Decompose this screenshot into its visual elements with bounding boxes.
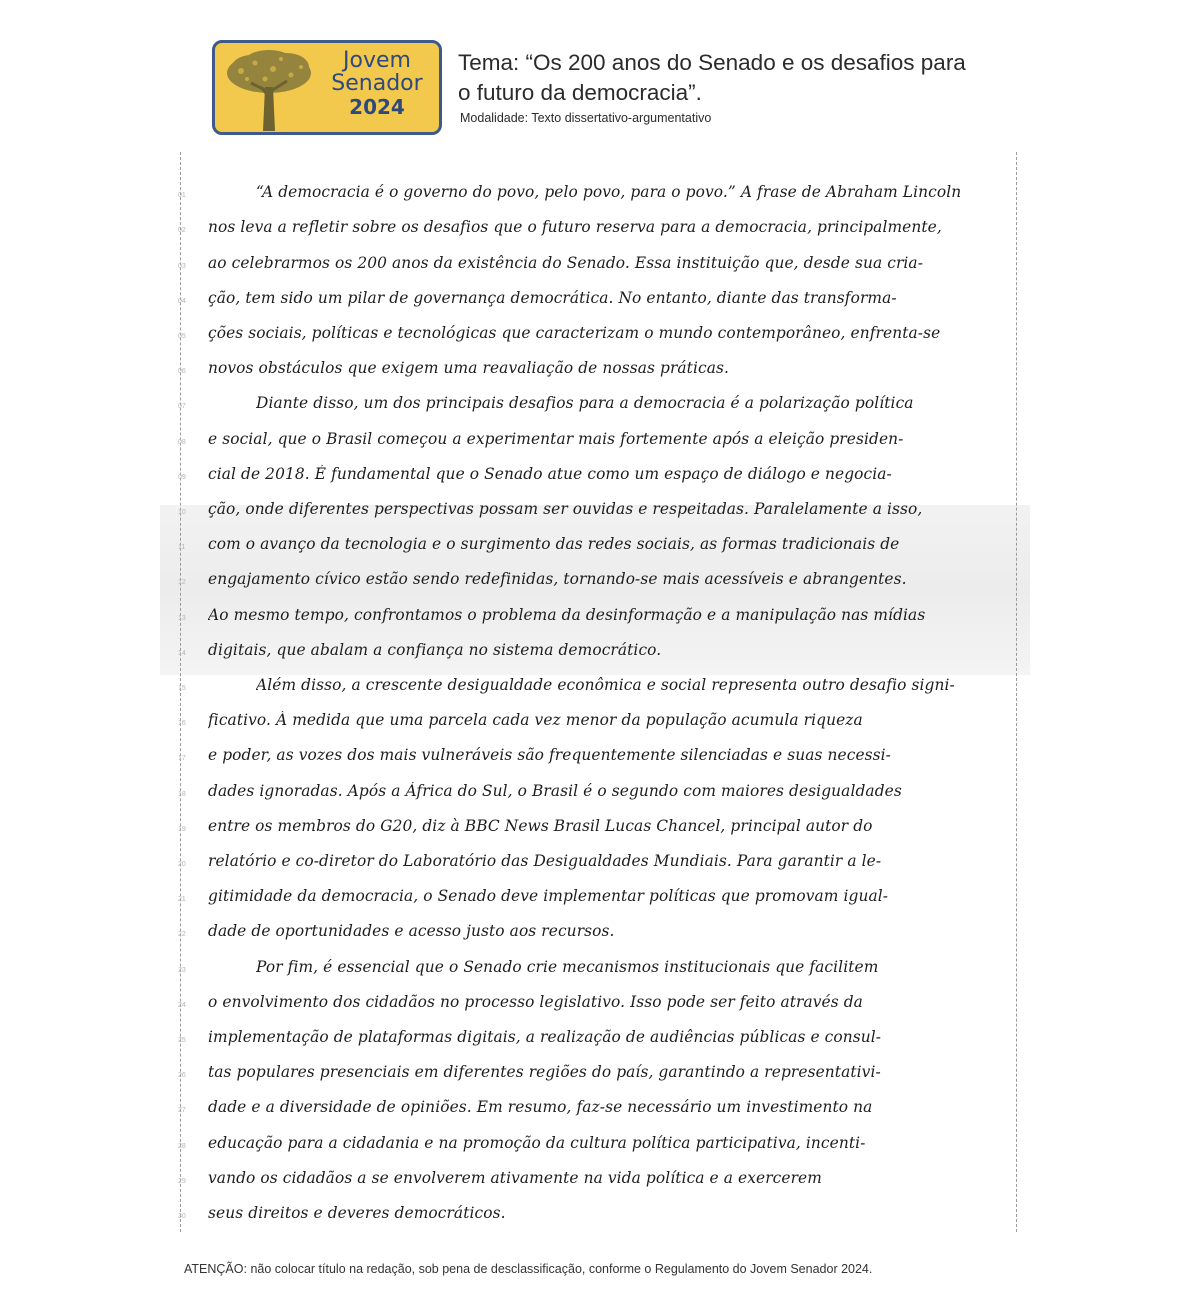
line-number: 17 <box>178 755 186 763</box>
essay-line <box>178 311 1023 346</box>
jovem-senador-logo <box>212 40 442 135</box>
line-number: 15 <box>178 684 186 692</box>
line-text: e poder, as vozes dos mais vulneráveis são frequentemente silenciadas e suas necessi- <box>208 746 891 765</box>
line-number: 11 <box>178 544 186 552</box>
essay-line <box>178 1120 1023 1155</box>
essay-line <box>178 276 1023 311</box>
essay-line <box>178 909 1023 944</box>
line-text: dade de oportunidades e acesso justo aos recursos. <box>208 922 615 941</box>
line-text: Por fim, é essencial que o Senado crie mecanismos institucionais que facilitem <box>256 957 879 976</box>
line-text: ções sociais, políticas e tecnológicas que caracterizam o mundo contemporâneo, enfrenta-se <box>208 323 941 342</box>
essay-line <box>178 980 1023 1015</box>
line-text: ção, onde diferentes perspectivas possam ser ouvidas e respeitadas. Paralelamente a isso, <box>208 499 923 518</box>
essay-line <box>178 698 1023 733</box>
line-number: 01 <box>178 192 186 200</box>
line-number: 06 <box>178 368 186 376</box>
essay-line <box>178 663 1023 698</box>
line-text: e social, que o Brasil começou a experimentar mais fortemente após a eleição presiden- <box>208 429 904 448</box>
essay-line <box>178 381 1023 416</box>
line-number: 28 <box>178 1142 186 1150</box>
essay-line <box>178 628 1023 663</box>
line-number: 18 <box>178 790 186 798</box>
essay-line <box>178 874 1023 909</box>
line-number: 25 <box>178 1036 186 1044</box>
line-number: 16 <box>178 720 186 728</box>
line-text: entre os membros do G20, diz à BBC News Brasil Lucas Chancel, principal autor do <box>208 816 873 835</box>
essay-line <box>178 452 1023 487</box>
essay-line <box>178 1050 1023 1085</box>
essay-line <box>178 1191 1023 1226</box>
line-text: nos leva a refletir sobre os desafios que o futuro reserva para a democracia, principalmente, <box>208 218 942 237</box>
logo-year: 2024 <box>349 95 405 120</box>
line-number: 20 <box>178 860 186 868</box>
line-number: 29 <box>178 1177 186 1185</box>
line-number: 10 <box>178 508 186 516</box>
logo-line-2: Senador <box>331 71 423 97</box>
line-text: engajamento cívico estão sendo redefinidas, tornando-se mais acessíveis e abrangentes. <box>208 570 907 589</box>
line-text: ao celebrarmos os 200 anos da existência do Senado. Essa instituição que, desde sua cria- <box>208 253 924 272</box>
essay-line <box>178 346 1023 381</box>
line-number: 23 <box>178 966 186 974</box>
line-text: implementação de plataformas digitais, a realização de audiências públicas e consul- <box>208 1027 882 1046</box>
essay-line <box>178 733 1023 768</box>
line-text: novos obstáculos que exigem uma reavaliação de nossas práticas. <box>208 359 729 378</box>
modality-label: Modalidade: Texto dissertativo-argumentativo <box>460 111 712 125</box>
essay-line <box>178 1015 1023 1050</box>
essay-line <box>178 839 1023 874</box>
line-number: 13 <box>178 614 186 622</box>
essay-line <box>178 944 1023 979</box>
line-text: o envolvimento dos cidadãos no processo legislativo. Isso pode ser feito através da <box>208 992 863 1011</box>
essay-line <box>178 205 1023 240</box>
line-text: Diante disso, um dos principais desafios para a democracia é a polarização política <box>256 394 914 413</box>
essay-line <box>178 768 1023 803</box>
line-text: vando os cidadãos a se envolverem ativamente na vida política e a exercerem <box>208 1168 822 1187</box>
essay-line <box>178 416 1023 451</box>
line-number: 09 <box>178 473 186 481</box>
line-text: gitimidade da democracia, o Senado deve implementar políticas que promovam igual- <box>208 887 889 906</box>
line-text: seus direitos e deveres democráticos. <box>208 1203 506 1222</box>
line-text: dade e a diversidade de opiniões. Em resumo, faz-se necessário um investimento na <box>208 1098 873 1117</box>
line-text: dades ignoradas. Após a África do Sul, o Brasil é o segundo com maiores desigualdades <box>208 781 902 800</box>
line-text: tas populares presenciais em diferentes regiões do país, garantindo a representativi- <box>208 1063 881 1082</box>
line-text: Além disso, a crescente desigualdade econômica e social representa outro desafio signi- <box>256 675 955 694</box>
line-text: Ao mesmo tempo, confrontamos o problema da desinformação e a manipulação nas mídias <box>208 605 926 624</box>
line-text: ção, tem sido um pilar de governança democrática. No entanto, diante das transforma- <box>208 288 897 307</box>
essay-line <box>178 804 1023 839</box>
line-text: com o avanço da tecnologia e o surgimento das redes sociais, as formas tradicionais de <box>208 535 900 554</box>
line-number: 03 <box>178 262 186 270</box>
essay-line <box>178 170 1023 205</box>
line-number: 05 <box>178 332 186 340</box>
essay-sheet <box>178 152 1023 1232</box>
essay-line <box>178 1085 1023 1120</box>
line-text: ficativo. À medida que uma parcela cada vez menor da população acumula riqueza <box>208 711 863 730</box>
essay-line <box>178 522 1023 557</box>
line-number: 26 <box>178 1072 186 1080</box>
essay-line <box>178 557 1023 592</box>
line-text: “A democracia é o governo do povo, pelo povo, para o povo.” A frase de Abraham Lincoln <box>256 183 962 202</box>
line-number: 12 <box>178 579 186 587</box>
line-text: educação para a cidadania e na promoção da cultura política participativa, incenti- <box>208 1133 866 1152</box>
line-text: digitais, que abalam a confiança no sistema democrático. <box>208 640 662 659</box>
theme-title: Tema: “Os 200 anos do Senado e os desafios para o futuro da democracia”. <box>458 50 966 105</box>
line-number: 19 <box>178 825 186 833</box>
line-number: 14 <box>178 649 186 657</box>
line-number: 04 <box>178 297 186 305</box>
line-number: 07 <box>178 403 186 411</box>
attention-footer: ATENÇÃO: não colocar título na redação, sob pena de desclassificação, conforme o Regulamento do Jovem Senador 2024. <box>184 1262 873 1276</box>
line-number: 27 <box>178 1107 186 1115</box>
line-text: relatório e co-diretor do Laboratório das Desigualdades Mundiais. Para garantir a le- <box>208 851 882 870</box>
logo-line-1: Jovem <box>343 48 411 73</box>
line-number: 30 <box>178 1212 186 1220</box>
line-number: 08 <box>178 438 186 446</box>
essay-line <box>178 1156 1023 1191</box>
line-text: cial de 2018. É fundamental que o Senado atue como um espaço de diálogo e negocia- <box>208 464 892 483</box>
line-number: 22 <box>178 931 186 939</box>
essay-line <box>178 240 1023 275</box>
line-number: 24 <box>178 1001 186 1009</box>
line-number: 02 <box>178 227 186 235</box>
line-number: 21 <box>178 896 186 904</box>
essay-line <box>178 487 1023 522</box>
tree-icon <box>221 47 317 133</box>
essay-line <box>178 592 1023 627</box>
